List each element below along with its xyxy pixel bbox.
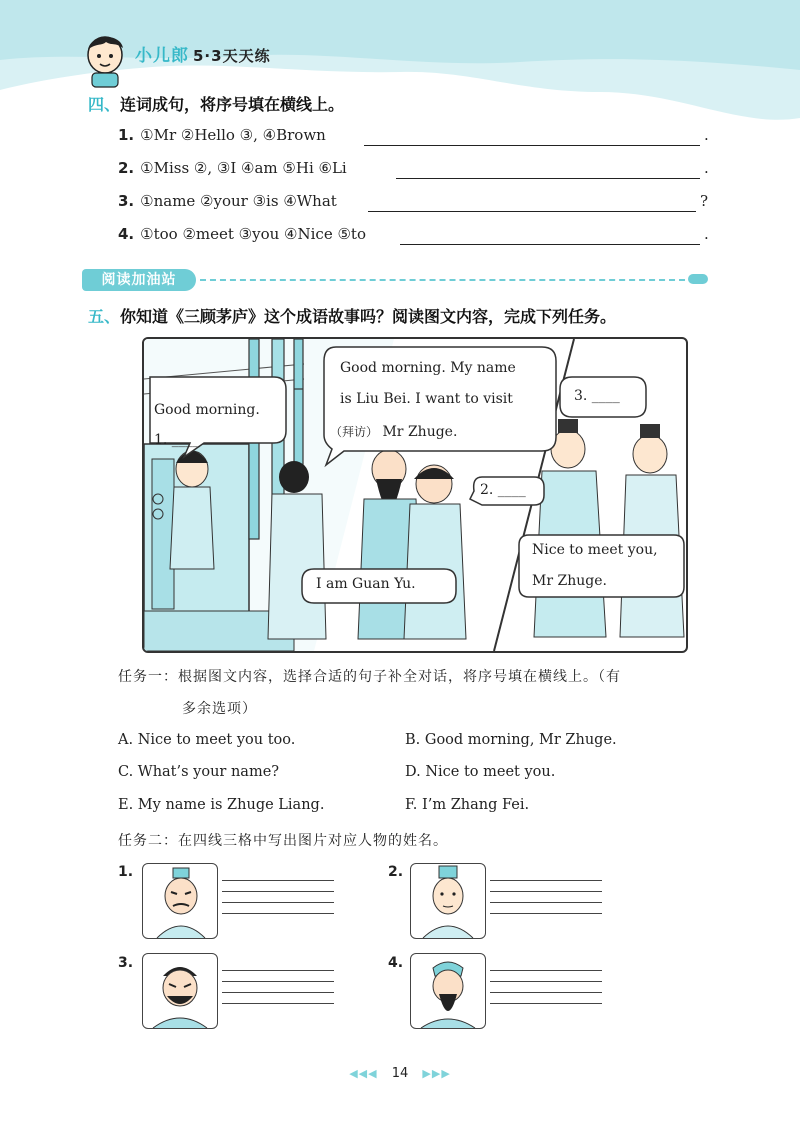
- option-e: E. My name is Zhuge Liang.: [118, 797, 325, 813]
- end-punctuation: .: [704, 225, 709, 243]
- left-arrows-icon: ◀◀◀: [349, 1067, 378, 1080]
- option-f: F. I’m Zhang Fei.: [405, 797, 530, 813]
- question-words: ①Miss ②, ③I ④am ⑤Hi ⑥Li: [140, 159, 347, 177]
- question-words: ①Mr ②Hello ③, ④Brown: [140, 126, 326, 144]
- bubble-nice-line1: Nice to meet you,: [532, 542, 658, 558]
- bubble-blank-3[interactable]: 3. ____: [574, 388, 620, 404]
- section-4-text: 连词成句，将序号填在横线上。: [120, 95, 345, 114]
- task-1-title: 任务一：根据图文内容，选择合适的句子补全对话，将序号填在横线上。（有: [118, 669, 621, 685]
- question-4: [118, 225, 366, 243]
- bubble-intro-line3: [330, 417, 457, 448]
- banner-divider: [200, 279, 695, 281]
- option-b: B. Good morning, Mr Zhuge.: [405, 732, 617, 748]
- series-name: 5·3天天练: [193, 47, 271, 65]
- page-footer: [0, 1066, 800, 1081]
- section-4-number: 四、: [88, 95, 121, 114]
- portrait-guan-yu: [410, 953, 486, 1029]
- bubble-blank-1[interactable]: 1. ____: [154, 432, 200, 448]
- end-punctuation: ?: [700, 192, 709, 210]
- section-4-title: [88, 92, 344, 115]
- four-line-grid-2[interactable]: [490, 880, 602, 914]
- option-d: D. Nice to meet you.: [405, 764, 556, 780]
- banner-end-icon: [688, 274, 708, 284]
- answer-line-1[interactable]: [364, 145, 700, 146]
- brand-title: [135, 41, 271, 66]
- bubble-intro-line1: Good morning. My name: [340, 360, 516, 376]
- end-punctuation: .: [704, 126, 709, 144]
- question-number: 3.: [118, 192, 135, 210]
- bubble-guan-yu: I am Guan Yu.: [316, 576, 416, 592]
- mascot-boy-icon: [82, 30, 128, 88]
- section-5-text: 你知道《三顾茅庐》这个成语故事吗？阅读图文内容，完成下列任务。: [120, 307, 617, 326]
- question-number: 1.: [118, 126, 135, 144]
- section-5-title: [88, 304, 616, 327]
- answer-line-2[interactable]: [396, 178, 700, 179]
- task-1-title-cont: 多余选项）: [182, 701, 257, 717]
- bubble-intro-end: Mr Zhuge.: [382, 424, 458, 440]
- comic-illustration: [142, 337, 688, 653]
- four-line-grid-4[interactable]: [490, 970, 602, 1004]
- name-item-number: 1.: [118, 864, 134, 880]
- reading-banner: 阅读加油站: [82, 269, 196, 291]
- bubble-intro-line2: is Liu Bei. I want to visit: [340, 391, 513, 407]
- question-2: [118, 159, 347, 177]
- question-number: 2.: [118, 159, 135, 177]
- portrait-zhuge-liang: [410, 863, 486, 939]
- task-2-title: 任务二：在四线三格中写出图片对应人物的姓名。: [118, 833, 448, 849]
- answer-line-4[interactable]: [400, 244, 700, 245]
- option-a: A. Nice to meet you too.: [118, 732, 296, 748]
- page-number: 14: [391, 1066, 409, 1081]
- question-1: [118, 126, 326, 144]
- name-item-number: 2.: [388, 864, 404, 880]
- option-c: C. What’s your name?: [118, 764, 280, 780]
- portrait-zhang-fei-angry: [142, 953, 218, 1029]
- question-3: [118, 192, 337, 210]
- bubble-blank-2[interactable]: 2. ____: [480, 482, 526, 498]
- question-number: 4.: [118, 225, 135, 243]
- name-item-number: 3.: [118, 955, 134, 971]
- answer-line-3[interactable]: [368, 211, 696, 212]
- four-line-grid-1[interactable]: [222, 880, 334, 914]
- name-item-number: 4.: [388, 955, 404, 971]
- brand-name: 小儿郎: [135, 46, 189, 66]
- right-arrows-icon: ▶▶▶: [422, 1067, 451, 1080]
- bubble-gloss: （拜访）: [330, 425, 379, 439]
- question-words: ①name ②your ③is ④What: [140, 192, 337, 210]
- bubble-liu-bei-greeting: Good morning.: [154, 402, 260, 418]
- portrait-zhang-fei: [142, 863, 218, 939]
- four-line-grid-3[interactable]: [222, 970, 334, 1004]
- end-punctuation: .: [704, 159, 709, 177]
- section-5-number: 五、: [88, 307, 121, 326]
- bubble-nice-line2: Mr Zhuge.: [532, 573, 607, 589]
- question-words: ①too ②meet ③you ④Nice ⑤to: [140, 225, 366, 243]
